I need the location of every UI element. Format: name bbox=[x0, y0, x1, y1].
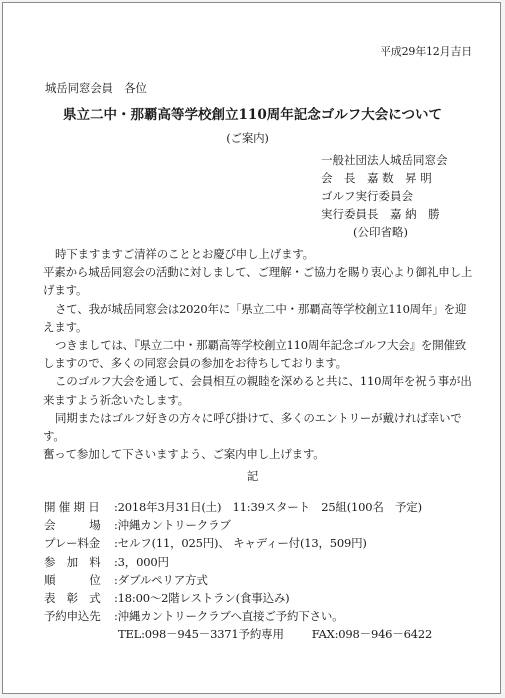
detail-value: :沖縄カントリークラブへ直接ご予約下さい。 bbox=[114, 609, 344, 624]
detail-row-fee bbox=[44, 534, 422, 552]
event-details bbox=[44, 498, 422, 625]
sender-chair: 実行委員長 嘉 納 勝 bbox=[321, 207, 440, 221]
detail-row-entry-fee bbox=[44, 553, 422, 571]
issue-date: 平成29年12月吉日 bbox=[380, 45, 472, 58]
detail-value: :3，000円 bbox=[114, 554, 169, 569]
body-line: しますので、多くの同窓会員の参加をお待ちしております。 bbox=[43, 356, 347, 371]
body-line: 時下ますますご清祥のこととお慶び申し上げます。 bbox=[55, 247, 314, 261]
body-text bbox=[43, 245, 483, 463]
detail-label: プレー料金 bbox=[44, 536, 101, 551]
detail-label: 会 場 bbox=[44, 518, 101, 533]
body-line: つきましては、『県立二中・那覇高等学校創立110周年記念ゴルフ大会』を開催致 bbox=[55, 338, 467, 353]
detail-row-reservation bbox=[44, 607, 422, 625]
detail-label: 順 位 bbox=[44, 572, 101, 587]
body-line: 同期またはゴルフ好きの方々に呼び掛けて、多くのエントリーが戴ければ幸いです。 bbox=[43, 410, 462, 444]
detail-row-ranking bbox=[44, 571, 422, 589]
detail-value: :2018年3月31日(土) 11:39スタート 25組(100名 予定) bbox=[114, 500, 422, 514]
addressee: 城岳同窓会員 各位 bbox=[45, 81, 147, 95]
detail-value: :沖縄カントリークラブ bbox=[114, 518, 231, 533]
sender-block bbox=[321, 151, 448, 241]
detail-value: :セルフ(11，025円)、 キャディー付(13，509円) bbox=[114, 536, 367, 551]
detail-label: 予約申込先 bbox=[44, 609, 101, 624]
body-line: えます。 bbox=[43, 319, 88, 334]
body-line: 来ますよう祈念いたします。 bbox=[43, 392, 189, 407]
detail-row-date bbox=[44, 498, 422, 516]
document-page bbox=[2, 2, 501, 694]
sender-president: 会 長 嘉 数 昇 明 bbox=[321, 171, 432, 185]
document-subtitle: (ご案内) bbox=[226, 131, 269, 145]
detail-value: :ダブルペリア方式 bbox=[114, 572, 208, 587]
sender-organization: 一般社団法人城岳同窓会 bbox=[321, 153, 448, 167]
ki-heading: 記 bbox=[246, 469, 259, 483]
detail-row-venue bbox=[44, 516, 422, 534]
body-line: 奮って参加して下さいますよう、ご案内申し上げます。 bbox=[43, 447, 325, 462]
body-line: げます。 bbox=[43, 283, 88, 298]
reservation-tel: TEL:098－945－3371予約専用 bbox=[118, 627, 284, 641]
detail-label: 表 彰 式 bbox=[44, 590, 101, 605]
detail-value: :18:00～2階レストラン(食事込み) bbox=[114, 590, 290, 605]
detail-row-ceremony bbox=[44, 589, 422, 607]
sender-committee: ゴルフ実行委員会 bbox=[321, 189, 413, 203]
reservation-fax: FAX:098－946－6422 bbox=[311, 627, 433, 641]
body-line: 平素から城岳同窓会の活動に対しまして、ご理解・ご協力を賜り衷心より御礼申し上 bbox=[43, 265, 473, 280]
contact-line bbox=[118, 627, 460, 641]
detail-label: 開 催 期 日 bbox=[44, 500, 100, 514]
document-title: 県立二中・那覇高等学校創立110周年記念ゴルフ大会について bbox=[63, 107, 442, 123]
body-line: このゴルフ大会を通して、会員相互の親睦を深めると共に、110周年を祝う事が出 bbox=[55, 374, 472, 389]
body-line: さて、我が城岳同窓会は2020年に「県立二中・那覇高等学校創立110周年」を迎 bbox=[55, 301, 467, 316]
seal-omitted-note: (公印省略) bbox=[353, 225, 408, 239]
detail-label: 参 加 料 bbox=[44, 554, 101, 569]
